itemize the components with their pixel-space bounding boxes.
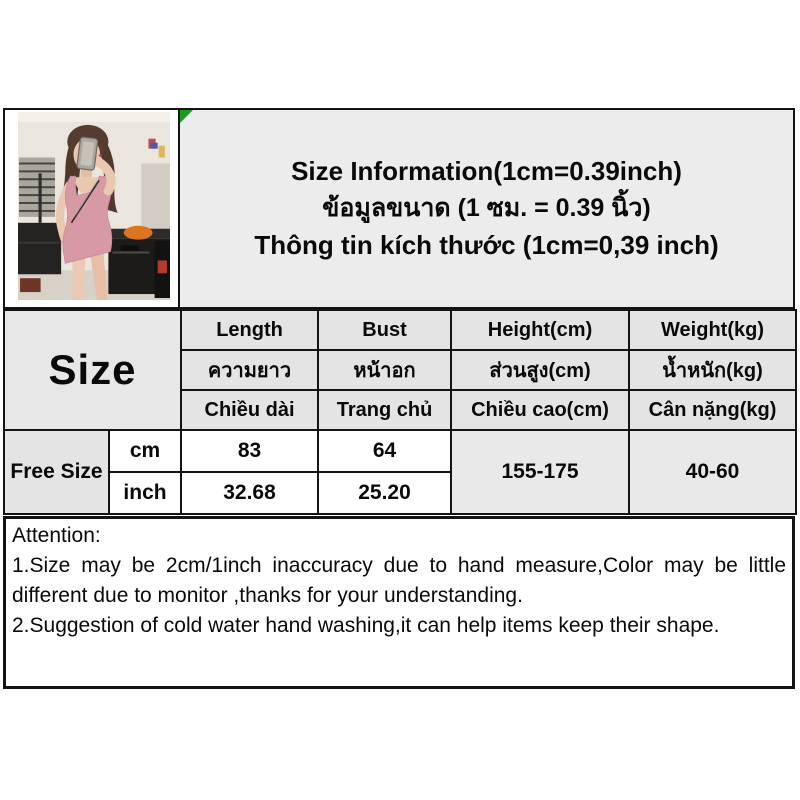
product-photo: [18, 112, 170, 300]
col-weight-th: น้ำหนัก(kg): [629, 350, 796, 390]
attention-note-1b: different due to monitor ,thanks for your understanding.: [12, 584, 523, 607]
header-row-english: [4, 310, 796, 350]
col-length-en: Length: [181, 310, 318, 350]
green-corner-flag: [180, 110, 193, 123]
col-height-vi: Chiều cao(cm): [451, 390, 629, 430]
unit-inch: inch: [109, 472, 181, 514]
title-english: Size Information(1cm=0.39inch): [291, 156, 682, 186]
col-weight-en: Weight(kg): [629, 310, 796, 350]
length-inch-value: 32.68: [181, 472, 318, 514]
size-chart-sheet: [3, 108, 795, 689]
product-photo-cell: [3, 108, 180, 309]
cabinet-sticker: [158, 260, 167, 273]
phone: [77, 137, 98, 170]
floor-item: [20, 278, 41, 292]
title-thai: ข้อมูลขนาด (1 ซม. = 0.39 นิ้ว): [322, 194, 651, 222]
attention-box: [3, 516, 795, 689]
data-row-cm: [4, 430, 796, 472]
title-vietnamese: Thông tin kích thước (1cm=0,39 inch): [254, 230, 719, 260]
col-bust-th: หน้าอก: [318, 350, 451, 390]
col-length-th: ความยาว: [181, 350, 318, 390]
size-corner-cell: Size: [4, 310, 181, 430]
weight-range-value: 40-60: [629, 430, 796, 514]
wall-note-yellow: [159, 146, 165, 158]
size-info-header: [180, 108, 795, 309]
col-bust-en: Bust: [318, 310, 451, 350]
height-range-value: 155-175: [451, 430, 629, 514]
couch: [18, 223, 61, 274]
stand-pole: [39, 173, 42, 222]
col-height-en: Height(cm): [451, 310, 629, 350]
unit-cm: cm: [109, 430, 181, 472]
attention-heading: Attention:: [12, 524, 101, 547]
attention-note-2: 2.Suggestion of cold water hand washing,it can help items keep their shape.: [12, 614, 720, 637]
attention-note-1a: 1.Size may be 2cm/1inch inaccuracy due to hand measure,Color may be little: [12, 554, 786, 577]
size-table: [3, 309, 797, 515]
bust-inch-value: 25.20: [318, 472, 451, 514]
col-height-th: ส่วนสูง(cm): [451, 350, 629, 390]
orange-bag: [124, 226, 153, 240]
col-length-vi: Chiều dài: [181, 390, 318, 430]
length-cm-value: 83: [181, 430, 318, 472]
top-section: [3, 108, 795, 309]
col-bust-vi: Trang chủ: [318, 390, 451, 430]
bust-cm-value: 64: [318, 430, 451, 472]
col-weight-vi: Cân nặng(kg): [629, 390, 796, 430]
free-size-label: Free Size: [4, 430, 109, 514]
